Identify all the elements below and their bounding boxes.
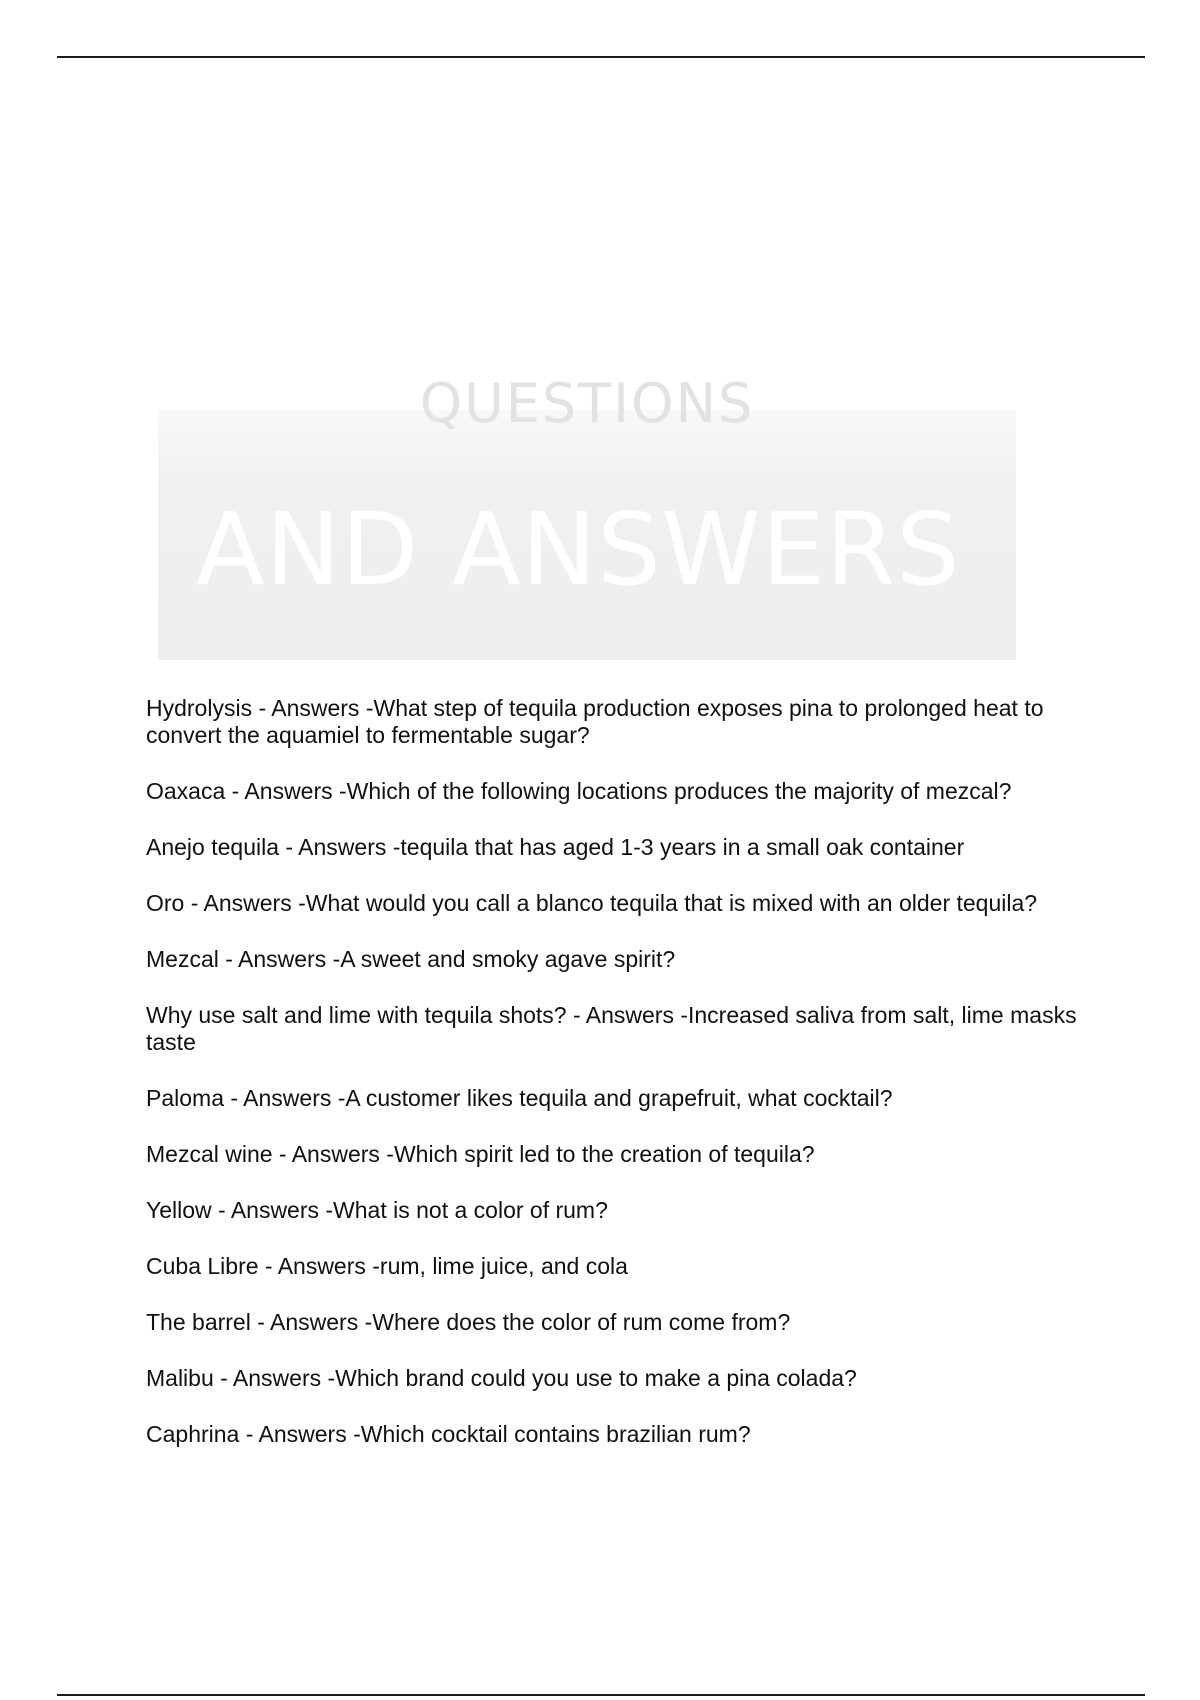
qa-item: Mezcal - Answers -A sweet and smoky agave spirit?	[146, 946, 676, 972]
qa-item: Yellow - Answers -What is not a color of rum?	[146, 1197, 608, 1223]
banner-title: AND ANSWERS	[196, 491, 961, 608]
qa-item: Oaxaca - Answers -Which of the following locations produces the majority of mezcal?	[146, 778, 1012, 804]
qa-item: Paloma - Answers -A customer likes tequila and grapefruit, what cocktail?	[146, 1085, 893, 1111]
qa-item: The barrel - Answers -Where does the color of rum come from?	[146, 1309, 791, 1335]
qa-item: Mezcal wine - Answers -Which spirit led to the creation of tequila?	[146, 1141, 815, 1167]
top-rule	[57, 56, 1145, 58]
qa-item: Anejo tequila - Answers -tequila that has aged 1-3 years in a small oak container	[146, 834, 965, 860]
qa-list	[146, 695, 1096, 1477]
bottom-rule	[57, 1694, 1145, 1696]
qa-item: Why use salt and lime with tequila shots? - Answers -Increased saliva from salt, lime masks taste	[146, 1002, 1077, 1055]
qa-item: Caphrina - Answers -Which cocktail contains brazilian rum?	[146, 1421, 751, 1447]
title-banner	[158, 372, 1016, 660]
qa-item: Oro - Answers -What would you call a blanco tequila that is mixed with an older tequila?	[146, 890, 1038, 916]
banner-partial-text: QUESTIONS	[419, 372, 755, 435]
qa-item: Hydrolysis - Answers -What step of tequila production exposes pina to prolonged heat to convert the aquamiel to fermentable sugar?	[146, 695, 1044, 748]
qa-item: Cuba Libre - Answers -rum, lime juice, and cola	[146, 1253, 628, 1279]
qa-item: Malibu - Answers -Which brand could you use to make a pina colada?	[146, 1365, 857, 1391]
